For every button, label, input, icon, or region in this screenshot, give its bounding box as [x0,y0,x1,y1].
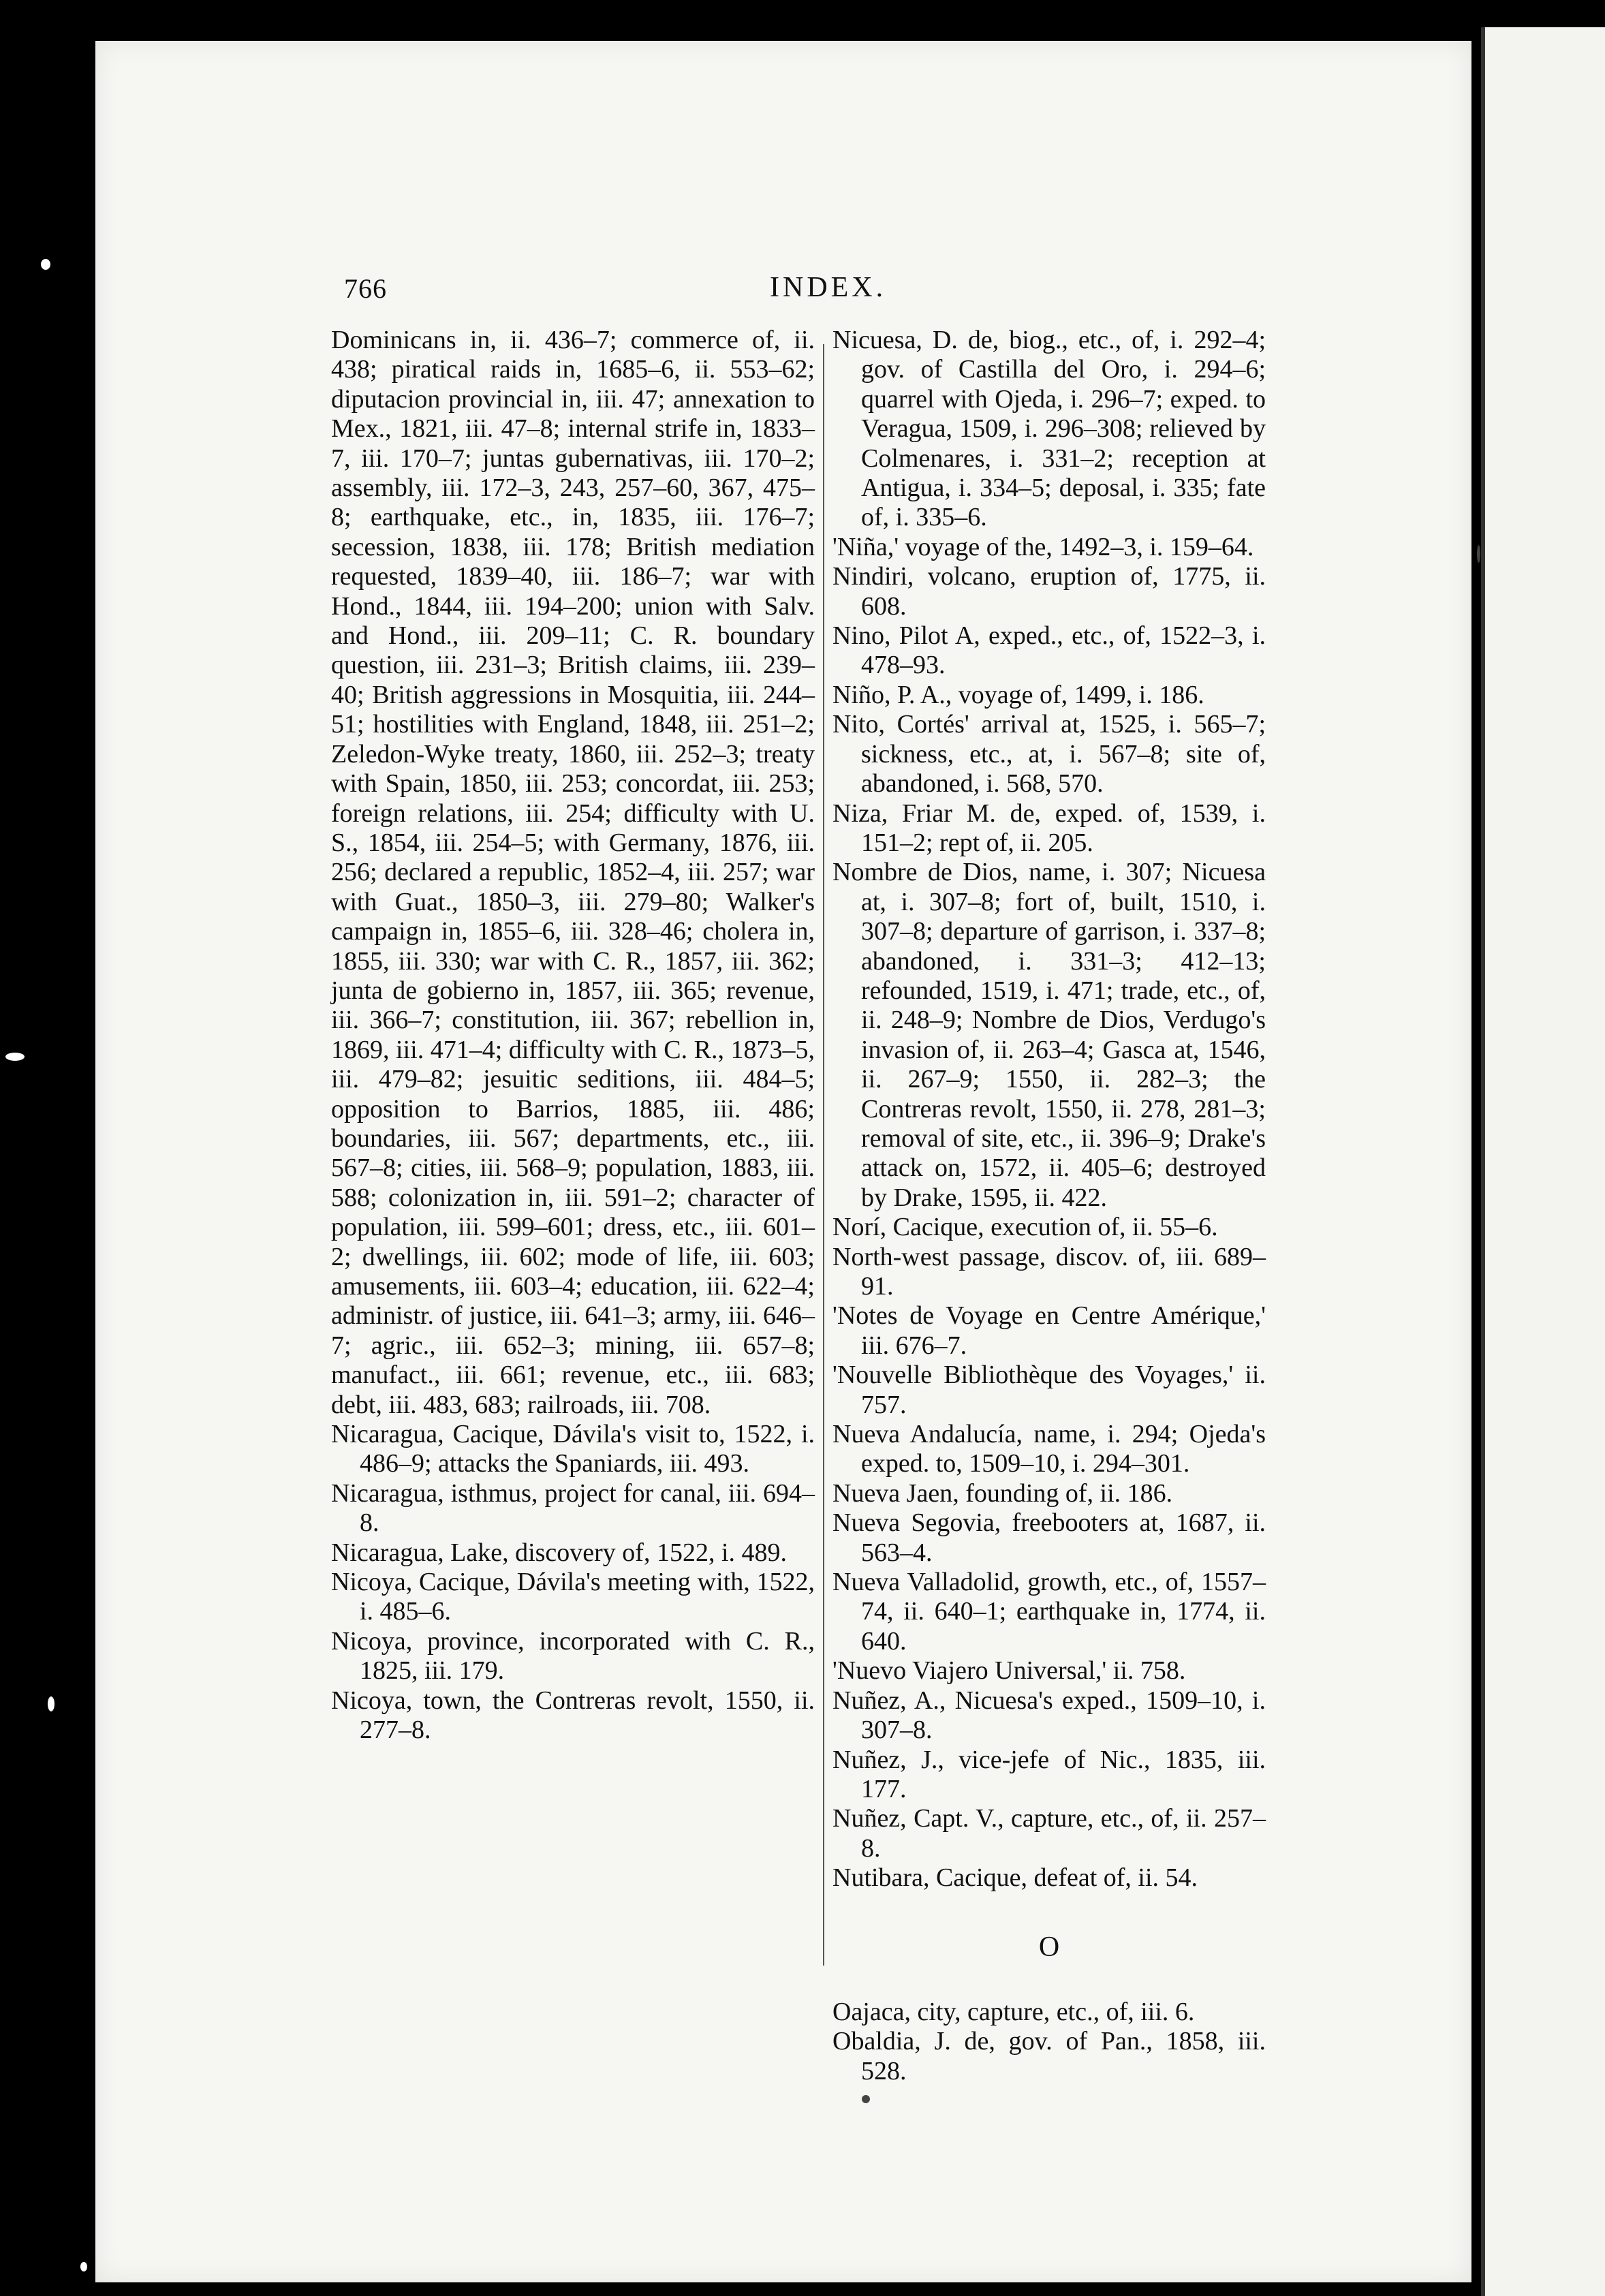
index-entry: Nuñez, J., vice-jefe of Nic., 1835, iii. 177. [832,1745,1266,1803]
index-entry: Nicoya, town, the Contreras revolt, 1550, ii. 277–8. [331,1686,815,1745]
index-column-left [331,326,815,1746]
index-entry: Nicaragua, Lake, discovery of, 1522, i. 489. [331,1538,788,1567]
index-entry: Niza, Friar M. de, exped. of, 1539, i. 151–2; rept of, ii. 205. [832,798,1266,857]
facing-page [1485,27,1605,2296]
scan-speck [1477,545,1480,563]
index-entry: Nuñez, A., Nicuesa's exped., 1509–10, i. 307–8. [832,1686,1266,1745]
index-entry: Nueva Segovia, freebooters at, 1687, ii. 563–4. [832,1508,1266,1567]
index-entry: Nicoya, province, incorporated with C. R., 1825, iii. 179. [331,1626,815,1686]
index-entry: Nicaragua, isthmus, project for canal, iii. 694–8. [331,1478,815,1538]
index-entry: Nino, Pilot A, exped., etc., of, 1522–3, i. 478–93. [832,621,1266,680]
scan-speck [862,2095,870,2103]
index-entry: Nicoya, Cacique, Dávila's meeting with, 1522, i. 485–6. [331,1568,815,1626]
index-entry: 'Nuevo Viajero Universal,' ii. 758. [832,1656,1186,1686]
index-entry: 'Nouvelle Bibliothèque des Voyages,' ii. 757. [832,1361,1266,1419]
index-entry: Dominicans in, ii. 436–7; commerce of, ii. 438; piratical raids in, 1685–6, ii. 553–62; diputacion provincial in, iii. 47; annexation to Mex., 1821, iii. 47–8; internal strife in, 1833–7, iii. 170–7; juntas gubernativas, iii. 170–2; assembly, iii. 172–3, 243, 257–60, 367, 475–8; earthquake, etc., in, 1835, iii. 176–7; secession, 1838, iii. 178; British mediation requested, 1839–40, iii. 186–7; war with Hond., 1844, iii. 194–200; union with Salv. and Hond., iii. 209–11; C. R. boundary question, iii. 231–3; British claims, iii. 239–40; British aggressions in Mosquitia, iii. 244–51; hostilities with England, 1848, iii. 251–2; Zeledon-Wyke treaty, 1860, iii. 252–3; treaty with Spain, 1850, iii. 253; concordat, iii. 253; foreign relations, iii. 254; difficulty with U. S., 1854, iii. 254–5; with Germany, 1876, iii. 256; declared a republic, 1852–4, iii. 257; war with Guat., 1850–3, iii. 279–80; Walker's campaign in, 1855–6, iii. 328–46; cholera in, 1855, iii. 330; war with C. R., 1857, iii. 362; junta de gobierno in, 1857, iii. 365; revenue, iii. 366–7; constitution, iii. 367; rebellion in, 1869, iii. 471–4; difficulty with C. R., 1873–5, iii. 479–82; jesuitic seditions, iii. 484–5; opposition to Barrios, 1885, iii. 486; boundaries, iii. 567; departments, etc., iii. 567–8; cities, iii. 568–9; population, 1883, iii. 588; colonization in, iii. 591–2; character of population, iii. 599–601; dress, etc., iii. 601–2; dwellings, iii. 602; mode of life, iii. 603; amusements, iii. 603–4; education, iii. 622–4; administr. of justice, iii. 641–3; army, iii. 646–7; agric., iii. 652–3; mining, iii. 657–8; manufact., iii. 661; revenue, etc., iii. 683; debt, iii. 483, 683; railroads, iii. 708. [331,326,815,1419]
scan-speck [80,2262,87,2271]
index-entry: Nicuesa, D. de, biog., etc., of, i. 292–4; gov. of Castilla del Oro, i. 294–6; quarrel with Ojeda, i. 296–7; exped. to Veragua, 1509, i. 296–308; relieved by Colmenares, i. 331–2; reception at Antigua, i. 334–5; deposal, i. 335; fate of, i. 335–6. [832,326,1266,532]
index-entry: Oajaca, city, capture, etc., of, iii. 6. [832,1997,1195,2026]
index-entry: Nicaragua, Cacique, Dávila's visit to, 1522, i. 486–9; attacks the Spaniards, iii. 493. [331,1420,815,1478]
index-entry: 'Notes de Voyage en Centre Amérique,' iii. 676–7. [832,1301,1266,1360]
index-column-right [832,326,1266,2086]
index-entry: 'Niña,' voyage of the, 1492–3, i. 159–64. [832,532,1254,561]
index-entry: Obaldia, J. de, gov. of Pan., 1858, iii. 528. [832,2027,1266,2085]
page-number: 766 [344,273,387,304]
scan-speck [41,259,50,270]
index-entry: Nueva Andalucía, name, i. 294; Ojeda's exped. to, 1509–10, i. 294–301. [832,1420,1266,1478]
index-entry: Nueva Jaen, founding of, ii. 186. [832,1478,1173,1508]
column-divider [823,344,824,1966]
index-entry: Nueva Valladolid, growth, etc., of, 1557–74, ii. 640–1; earthquake in, 1774, ii. 640. [832,1568,1266,1656]
scan-speck [48,1696,54,1711]
index-entry: North-west passage, discov. of, iii. 689–91. [832,1242,1266,1301]
running-head: INDEX. [770,272,887,303]
index-entry: Nito, Cortés' arrival at, 1525, i. 565–7; sickness, etc., at, i. 567–8; site of, abandoned, i. 568, 570. [832,710,1266,798]
index-entry: Nindiri, volcano, eruption of, 1775, ii. 608. [832,562,1266,621]
index-entry: Nutibara, Cacique, defeat of, ii. 54. [832,1863,1198,1893]
section-letter-heading: O [1038,1931,1060,1963]
index-entry: Nombre de Dios, name, i. 307; Nicuesa at, i. 307–8; fort of, built, 1510, i. 307–8; departure of garrison, i. 337–8; abandoned, i. 331–3; 412–13; refounded, 1519, i. 471; trade, etc., of, ii. 248–9; Nombre de Dios, Verdugo's invasion of, ii. 263–4; Gasca at, 1546, ii. 267–9; 1550, ii. 282–3; the Contreras revolt, 1550, ii. 278, 281–3; removal of site, etc., ii. 396–9; Drake's attack on, 1572, ii. 405–6; destroyed by Drake, 1595, ii. 422. [832,858,1266,1212]
index-entry: Norí, Cacique, execution of, ii. 55–6. [832,1213,1218,1242]
scan-speck [5,1053,25,1061]
index-entry: Niño, P. A., voyage of, 1499, i. 186. [832,680,1204,709]
index-entry: Nuñez, Capt. V., capture, etc., of, ii. 257–8. [832,1804,1266,1863]
